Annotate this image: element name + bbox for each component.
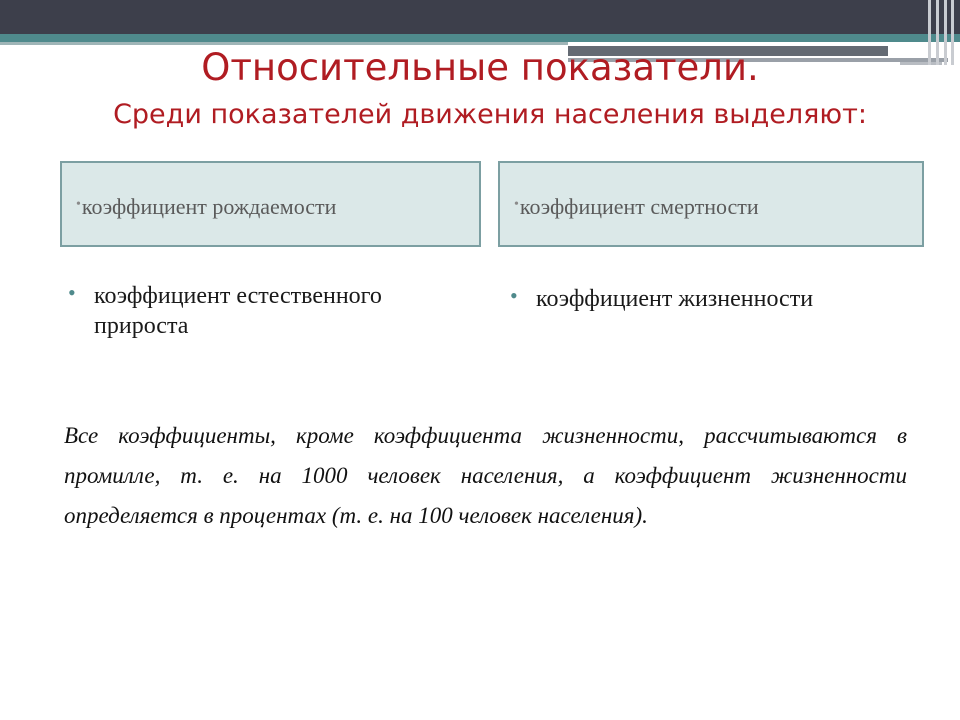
list-item-natural-increase xyxy=(68,280,474,341)
indicator-box-text xyxy=(514,194,759,220)
top-accent-bar xyxy=(0,34,960,42)
bullet-icon: • xyxy=(68,280,76,305)
indicator-box-death-rate xyxy=(498,161,924,247)
top-bar xyxy=(0,0,960,34)
indicator-box-label: коэффициент рождаемости xyxy=(81,194,337,219)
indicator-box-text xyxy=(76,194,336,220)
indicator-box-birth-rate xyxy=(60,161,481,247)
slide-subtitle: Среди показателей движения населения выделяют: xyxy=(113,99,867,130)
slide-title: Относительные показатели. xyxy=(201,46,759,89)
list-item-vitality xyxy=(510,283,916,314)
explanatory-note: Все коэффициенты, кроме коэффициента жизненности, рассчитываются в промилле, т. е. на 1000 человек населения, а коэффициент жизненности определяется в процентах (т. е. на 100 человек населения). xyxy=(64,423,907,528)
bullet-icon: • xyxy=(514,197,519,212)
list-item-label: коэффициент жизненности xyxy=(536,286,814,312)
bullet-icon: • xyxy=(76,197,81,212)
list-item-label: коэффициент естественного прироста xyxy=(94,283,382,339)
bullet-icon: • xyxy=(510,283,518,308)
indicator-box-label: коэффициент смертности xyxy=(519,194,759,219)
